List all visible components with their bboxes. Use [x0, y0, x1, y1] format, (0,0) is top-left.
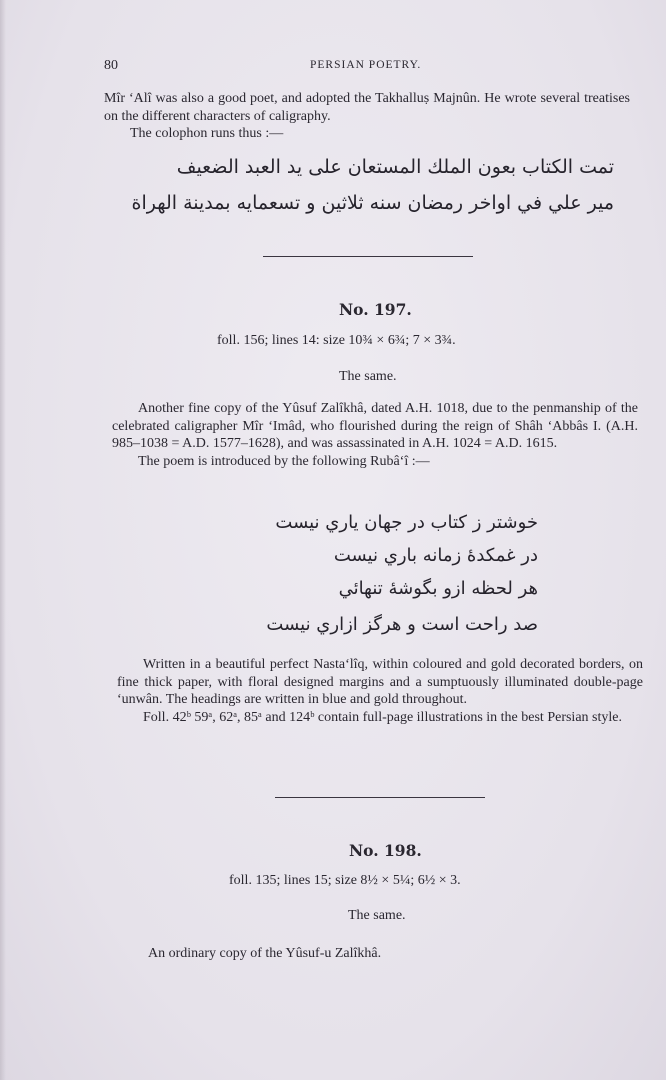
colophon-intro: The colophon runs thus :— [130, 126, 284, 141]
colophon-line-2: مير علي في اواخر رمضان سنه ثلاثين و تسعمايه بمدينة الهراة [131, 192, 614, 214]
entry-meta-197: foll. 156; lines 14: size 10¾ × 6¾; 7 × 3¾. [217, 333, 456, 348]
rubai-line-1: خوشتر ز کتاب در جهان یاري نیست [275, 512, 538, 533]
running-head-title: PERSIAN POETRY. [310, 59, 422, 71]
prev-entry-text [104, 90, 630, 143]
entry-197-description [112, 400, 638, 470]
running-head [104, 58, 642, 78]
entry-heading-197: No. 197. [339, 300, 412, 319]
entry-meta-198: foll. 135; lines 15; size 8½ × 5¼; 6½ × 3. [229, 873, 461, 888]
entry-197-details [117, 656, 643, 726]
entry-heading-198: No. 198. [349, 841, 422, 860]
rubai-line-2: در غمکدۀ زمانه باري نیست [333, 545, 538, 566]
entry-198-paragraph-1: An ordinary copy of the Yûsuf-u Zalîkhâ. [148, 946, 382, 961]
entry-197-paragraph-3: Written in a beautiful perfect Nasta‘lîq, within coloured and gold decorated borders, on fine thick paper, with floral designed margins and a sumptuously illuminated double-page ‘unwân. The headings are written in blue and gold throughout. [117, 657, 643, 707]
section-divider [275, 797, 485, 798]
entry-197-paragraph-1: Another fine copy of the Yûsuf Zalîkhâ, dated A.H. 1018, due to the penmanship of the celebrated caligrapher Mîr ‘Imâd, who flourished during the reign of Shâh ‘Abbâs I. (A.H. 985–1038 = A.D. 1577–1628), and was assassinated in A.H. 1024 = A.D. 1615. [112, 401, 638, 451]
rubai-line-3: هر لحظه ازو بگوشۀ تنهائي [338, 578, 538, 599]
colophon-line-1: تمت الكتاب بعون الملك المستعان على يد العبد الضعيف [176, 156, 614, 178]
prev-entry-paragraph: Mîr ‘Alî was also a good poet, and adopted the Takhalluṣ Majnûn. He wrote several treatises on the different characters of caligraphy. [104, 91, 630, 124]
rubai-line-4: صد راحت است و هرگز ازاري نیست [266, 614, 538, 635]
page-edge-shadow [0, 0, 6, 1080]
entry-same-198: The same. [348, 908, 406, 923]
section-divider [263, 256, 473, 257]
entry-197-paragraph-4: Foll. 42ᵇ 59ᵃ, 62ᵃ, 85ᵃ and 124ᵇ contain full-page illustrations in the best Persian style. [143, 709, 622, 725]
page-number: 80 [104, 58, 118, 73]
entry-197-paragraph-2: The poem is introduced by the following Rubâ‘î :— [138, 453, 430, 469]
entry-same-197: The same. [339, 369, 397, 384]
